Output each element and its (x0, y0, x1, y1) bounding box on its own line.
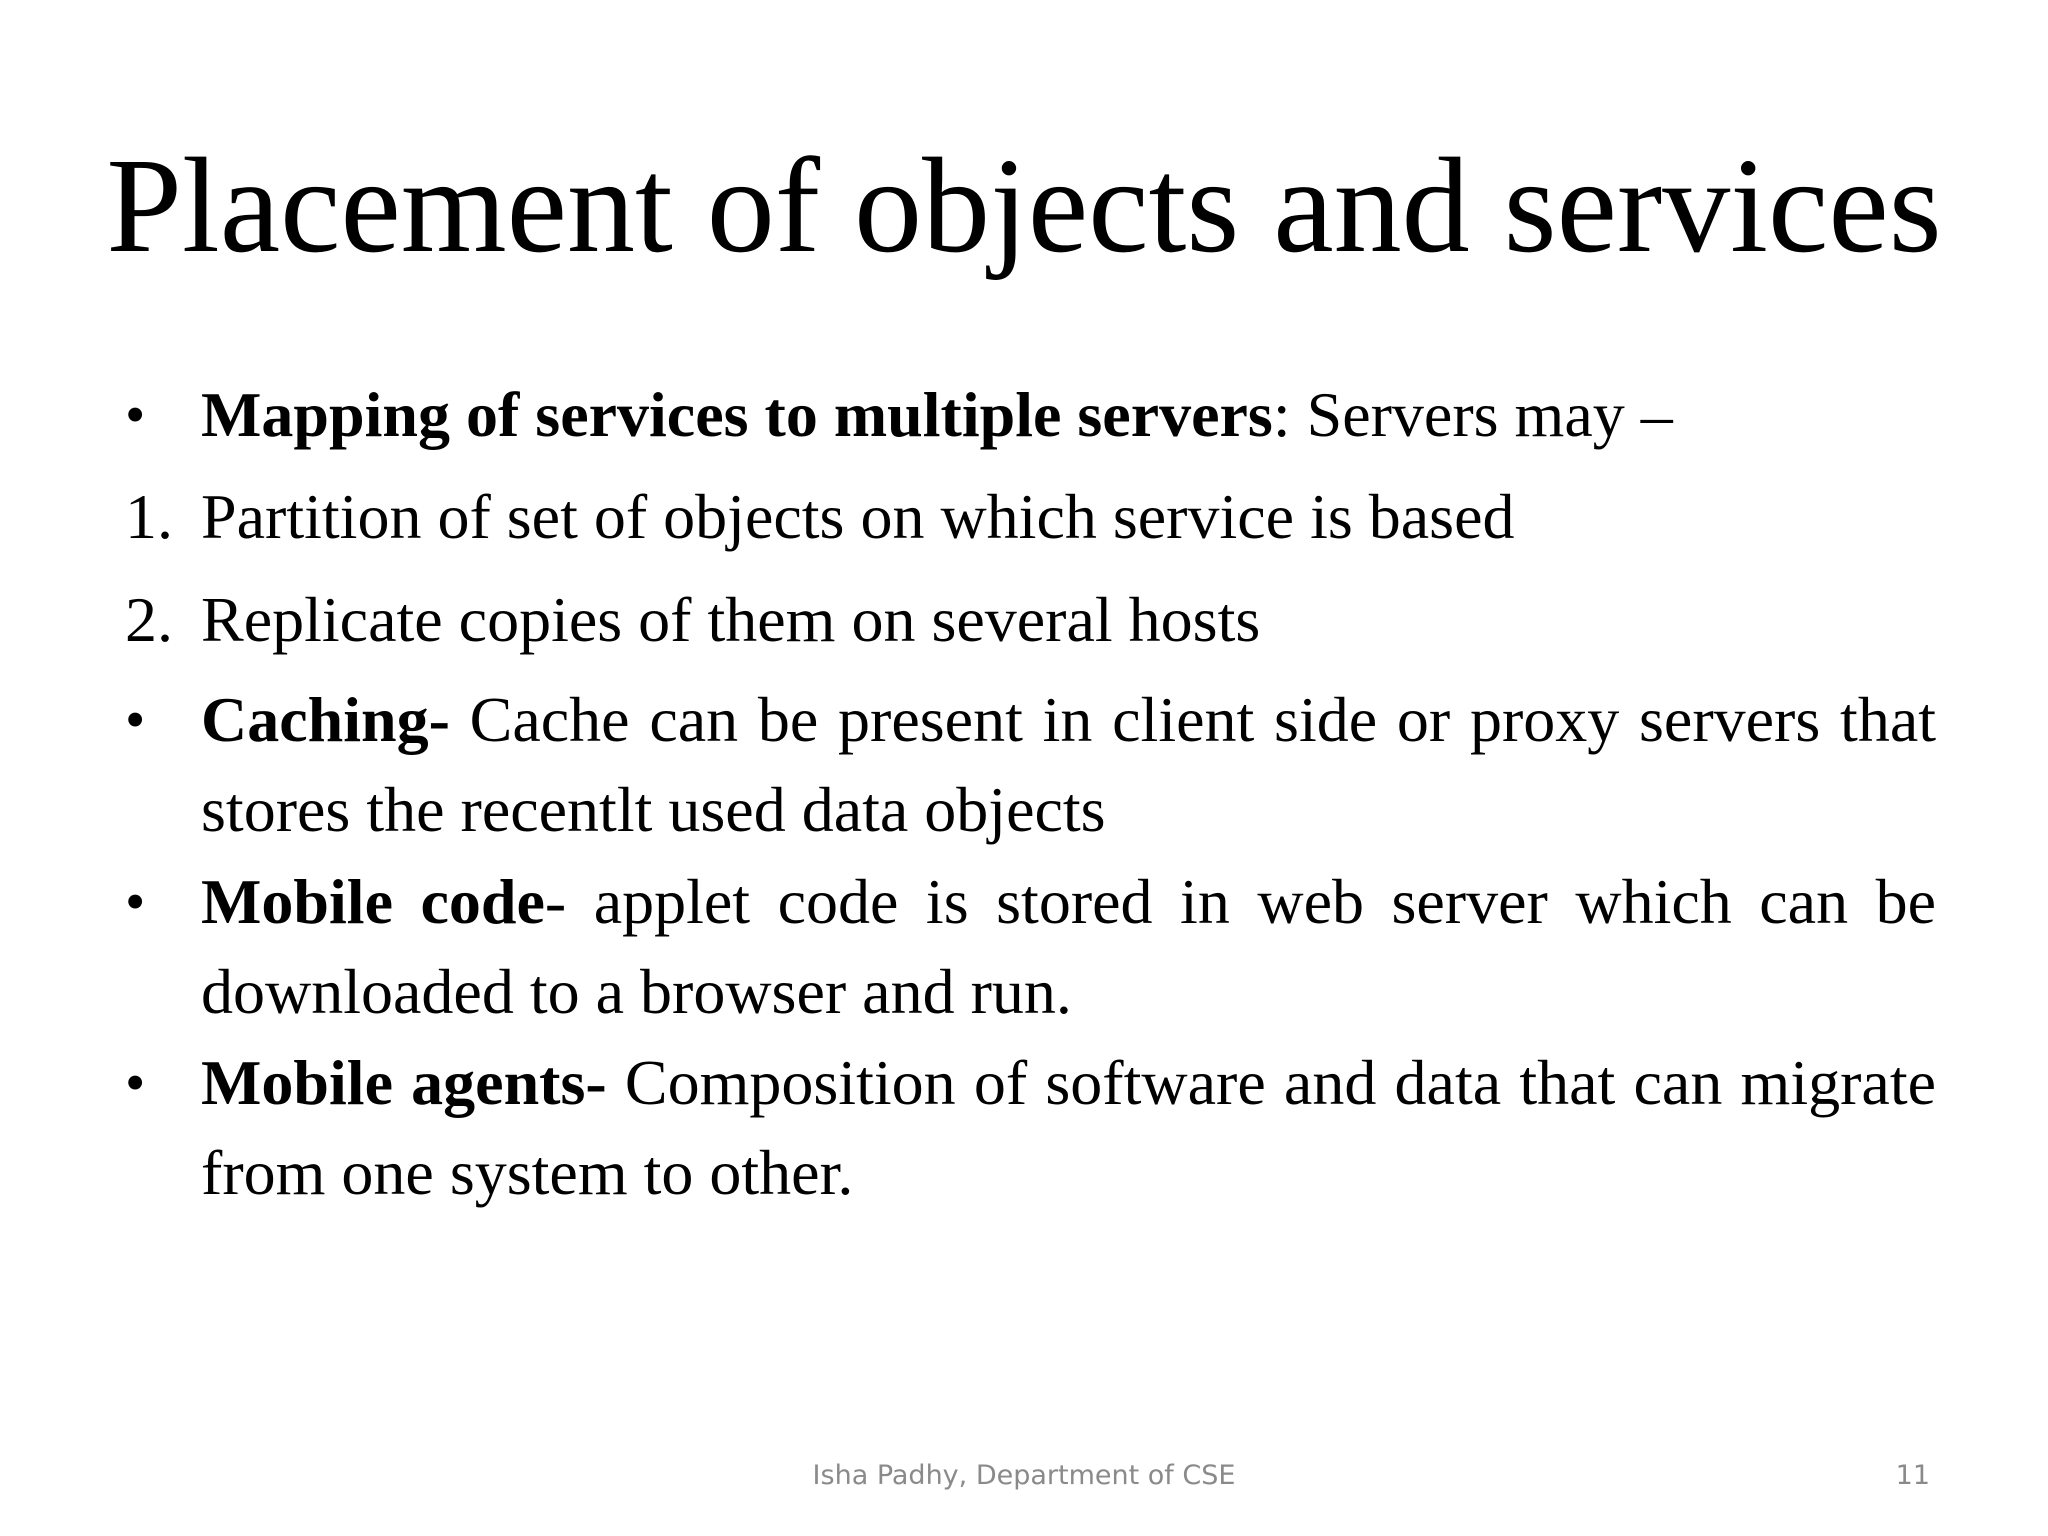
list-item-text (201, 370, 1936, 460)
list-item-rest: : Servers may – (1272, 379, 1673, 450)
bullet-marker: • (125, 869, 146, 934)
list-item-text (201, 675, 1936, 855)
number-marker: 1. (125, 481, 173, 552)
list-item-rest: Partition of set of objects on which service is based (201, 481, 1515, 552)
list-item-text (201, 857, 1936, 1037)
list-item-bold: Mapping of services to multiple servers (201, 379, 1273, 450)
number-marker: 2. (125, 584, 173, 655)
slide-number: 11 (1895, 1460, 1930, 1491)
slide-title: Placement of objects and services (106, 131, 1942, 281)
bullet-marker: • (125, 1050, 146, 1115)
list-item-text (201, 472, 1936, 562)
list-item-bold: Mobile code (201, 866, 545, 937)
bullet-marker: • (125, 687, 146, 752)
list-item-bold: Caching- (201, 684, 450, 755)
list-item-text (201, 575, 1936, 665)
footer-text: Isha Padhy, Department of CSE (812, 1460, 1236, 1491)
list-item-bold: Mobile agents- (201, 1047, 607, 1118)
list-item-rest: - applet code is stored in web server which can be downloaded to a browser and run. (201, 866, 1937, 1027)
bullet-marker: • (125, 382, 146, 447)
list-item-text (201, 1038, 1936, 1218)
list-item-rest: Composition of software and data that can migrate from one system to other. (201, 1047, 1937, 1208)
list-item-rest: Replicate copies of them on several hosts (201, 584, 1261, 655)
list-item-rest: Cache can be present in client side or proxy servers that stores the recentlt used data objects (201, 684, 1936, 845)
